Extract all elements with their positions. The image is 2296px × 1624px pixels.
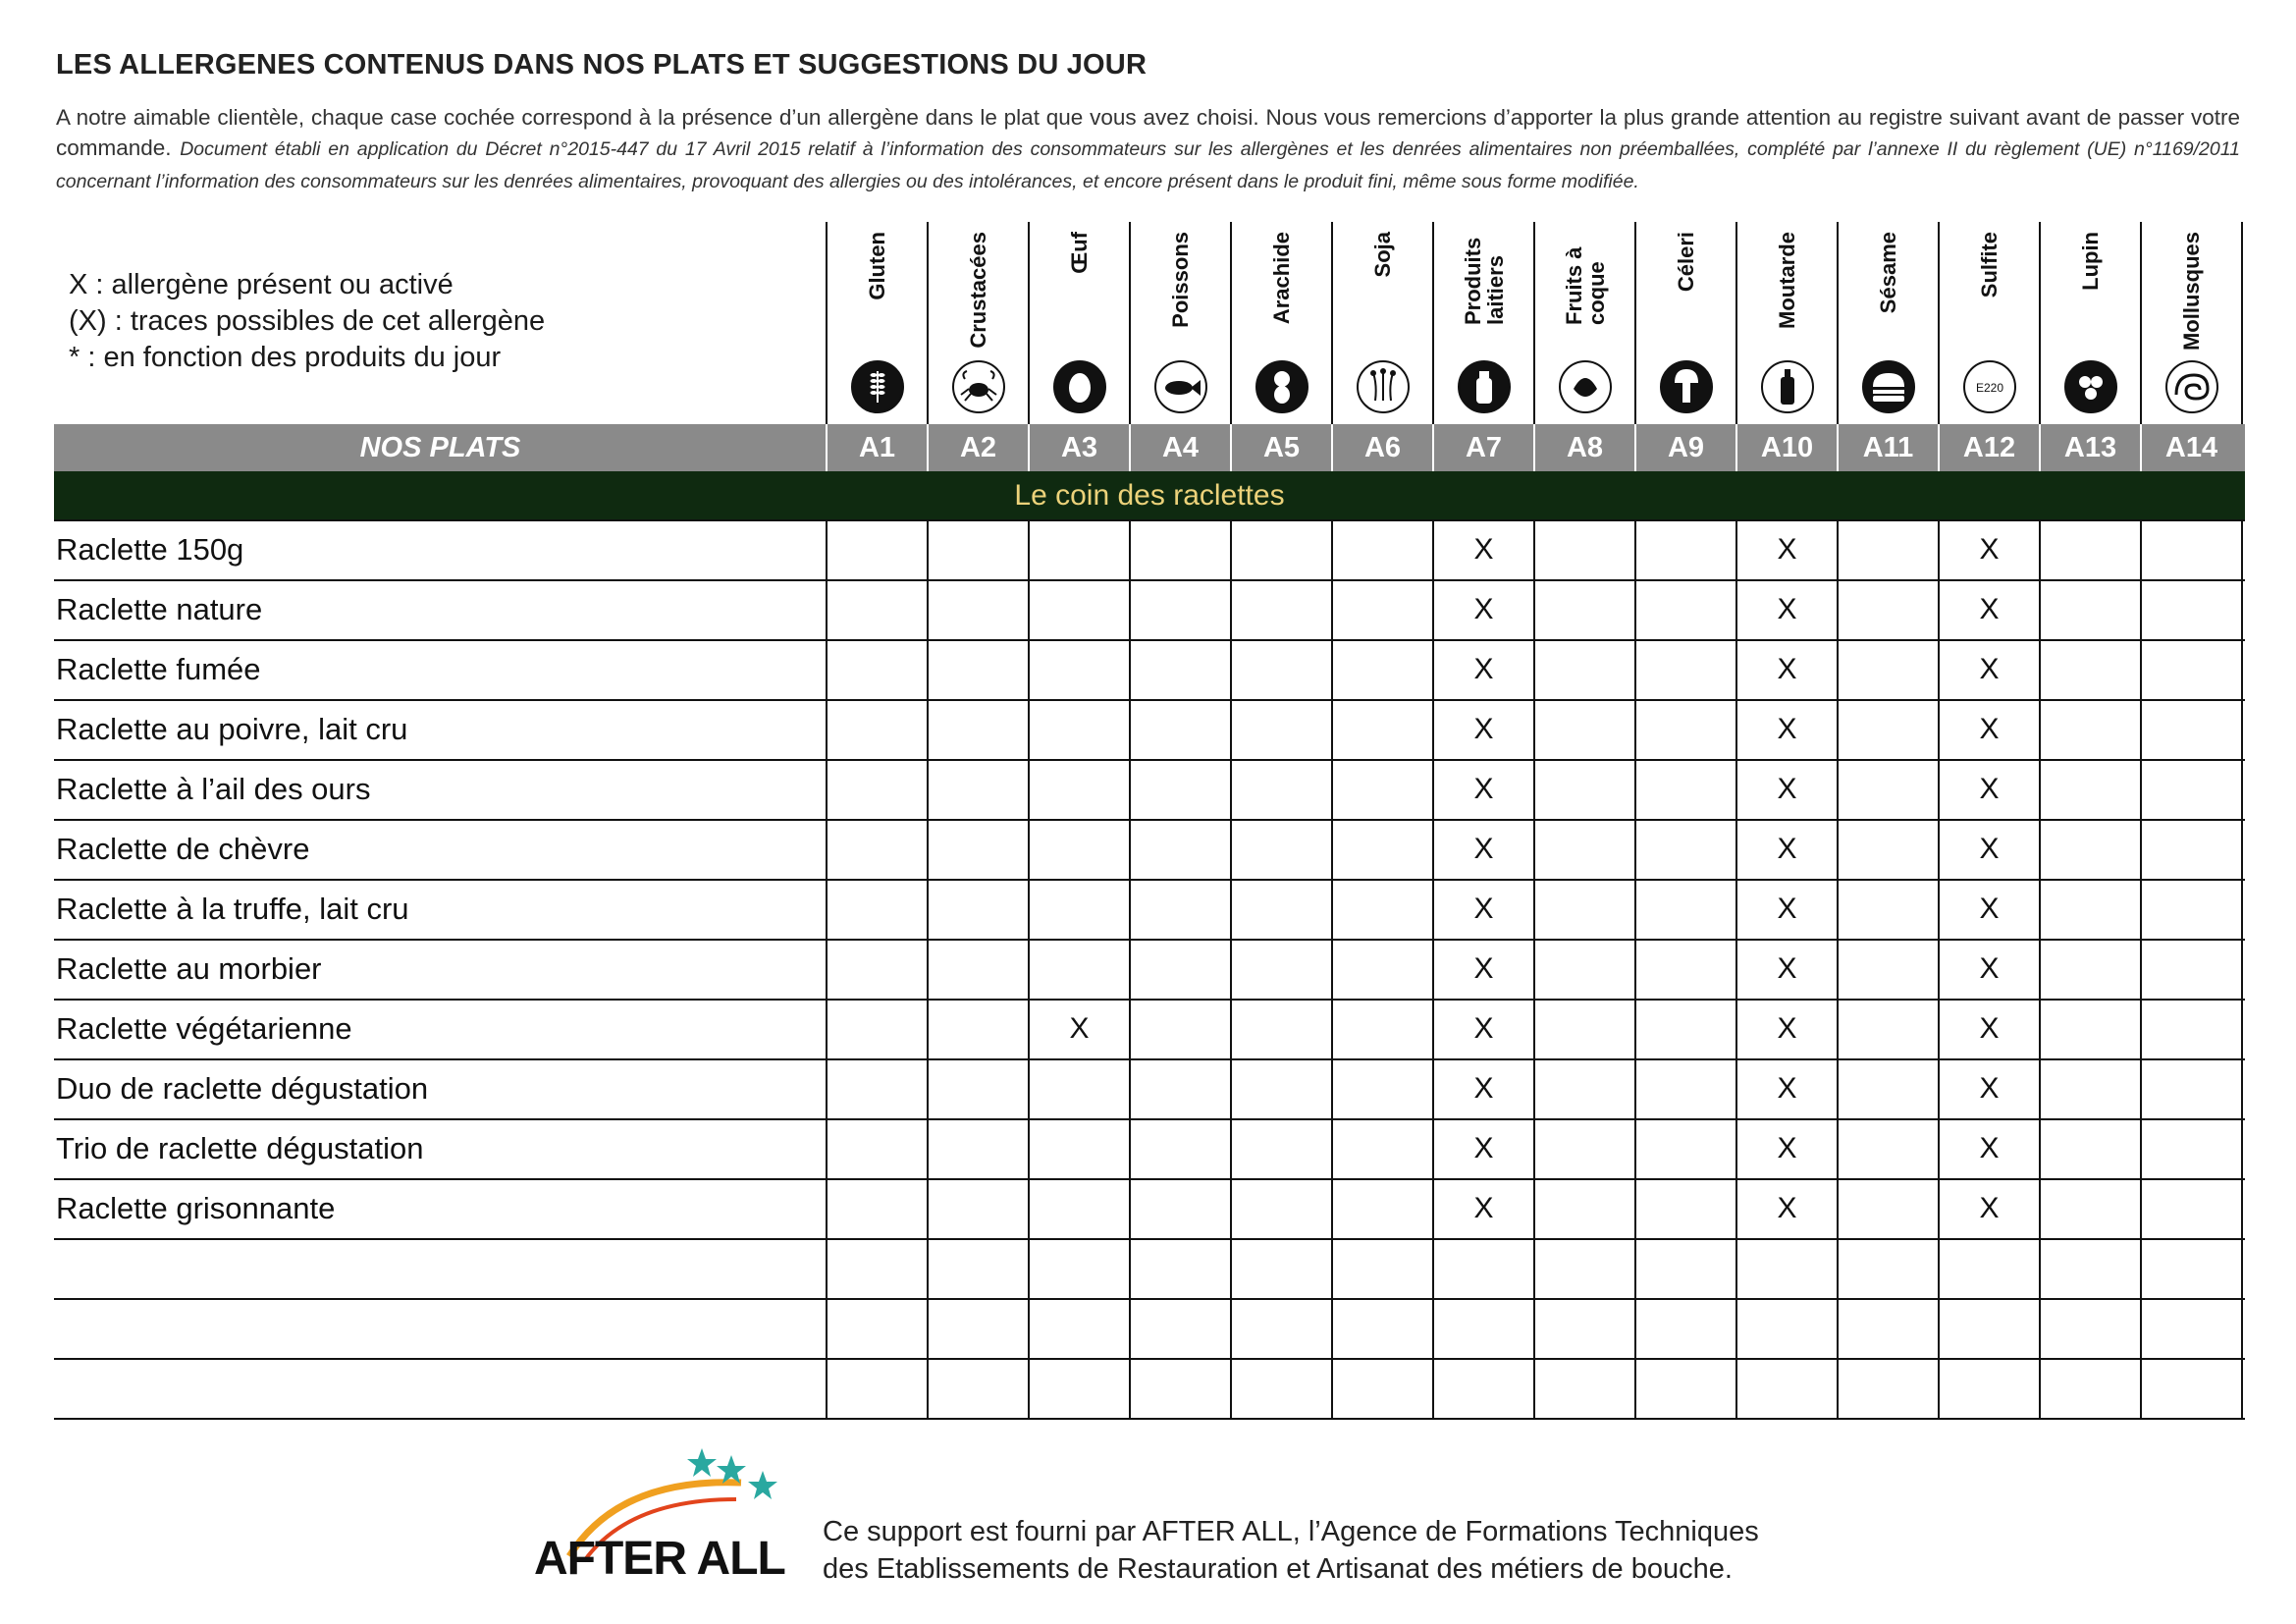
footer-text	[823, 1513, 1759, 1588]
dish-name: Duo de raclette dégustation	[56, 1071, 429, 1106]
wheat-icon	[850, 359, 905, 414]
allergen-column-a14	[2141, 222, 2242, 423]
allergen-label-box	[1130, 222, 1231, 369]
section-header: Le coin des raclettes	[54, 471, 2245, 520]
allergen-code: A12	[1962, 432, 2016, 463]
allergen-name: Sulfite	[1976, 232, 2002, 298]
crab-icon	[951, 359, 1006, 414]
allergen-code: A8	[1566, 432, 1604, 463]
allergen-mark: X	[1777, 653, 1797, 685]
allergen-label-box	[1736, 222, 1838, 369]
row-line	[54, 819, 2245, 821]
dish-name: Raclette de chèvre	[56, 832, 310, 866]
allergen-mark: X	[1777, 1192, 1797, 1224]
allergen-label-box	[2040, 222, 2141, 369]
row-line	[54, 639, 2245, 641]
allergen-mark: X	[1069, 1012, 1090, 1045]
allergen-mark: X	[1473, 653, 1494, 685]
allergen-mark: X	[1979, 593, 2000, 625]
allergen-name: Arachide	[1268, 232, 1294, 325]
allergen-code: A2	[959, 432, 997, 463]
row-line	[54, 519, 2245, 521]
dish-name: Raclette 150g	[56, 532, 244, 567]
allergen-mark: X	[1777, 533, 1797, 566]
allergen-mark: X	[1777, 773, 1797, 805]
intro-text: A notre aimable clientèle, chaque case cochée correspond à la présence d’un allergène dans le plat que vous avez choisi. Nous vous remercions d’apporter la plus grande attention au registre suivant avant de passer votre commande.	[56, 105, 2240, 160]
allergen-column-a11	[1838, 222, 1939, 423]
allergen-name: Produits laitiers	[1460, 237, 1508, 325]
allergen-name: Lupin	[2077, 232, 2103, 291]
row-line	[54, 579, 2245, 581]
allergen-name: Sésame	[1875, 232, 1900, 314]
allergen-mark: X	[1777, 1072, 1797, 1105]
allergen-name: Soja	[1369, 232, 1395, 278]
allergen-name: Crustacées	[965, 232, 990, 349]
allergen-mark: X	[1473, 833, 1494, 865]
allergen-mark: X	[1979, 893, 2000, 925]
allergen-mark: X	[1979, 833, 2000, 865]
page-title: LES ALLERGENES CONTENUS DANS NOS PLATS ET SUGGESTIONS DU JOUR	[56, 49, 1148, 81]
allergen-mark: X	[1777, 713, 1797, 745]
svg-text:E220: E220	[1975, 381, 2004, 395]
allergen-code: A9	[1667, 432, 1705, 463]
allergen-mark: X	[1979, 773, 2000, 805]
allergen-label-box	[1939, 222, 2040, 369]
row-line	[54, 1238, 2245, 1240]
allergen-mark: X	[1473, 773, 1494, 805]
allergen-mark: X	[1473, 952, 1494, 985]
allergen-mark: X	[1473, 593, 1494, 625]
allergen-label-box	[928, 222, 1029, 369]
allergen-mark: X	[1777, 1012, 1797, 1045]
allergen-code: A10	[1760, 432, 1814, 463]
footer-line-2: des Etablissements de Restauration et Artisanat des métiers de bouche.	[823, 1553, 1733, 1585]
fish-icon	[1153, 359, 1208, 414]
footer-line-1: Ce support est fourni par AFTER ALL, l’Agence de Formations Techniques	[823, 1516, 1759, 1547]
shell-icon	[2164, 359, 2219, 414]
after-all-logo	[530, 1438, 795, 1591]
allergen-column-a7	[1433, 222, 1534, 423]
row-line	[54, 1358, 2245, 1360]
allergen-label-box	[1433, 222, 1534, 369]
allergen-mark: X	[1777, 593, 1797, 625]
dish-name: Raclette grisonnante	[56, 1191, 336, 1225]
allergen-column-a10	[1736, 222, 1838, 423]
allergen-column-a2	[928, 222, 1029, 423]
column-line	[1634, 222, 1636, 1420]
allergen-label-box	[2141, 222, 2242, 369]
row-line	[54, 999, 2245, 1001]
allergen-mark: X	[1979, 1072, 2000, 1105]
allergen-code: A4	[1161, 432, 1200, 463]
allergen-label-box	[1635, 222, 1736, 369]
allergen-mark: X	[1777, 833, 1797, 865]
allergen-column-a9	[1635, 222, 1736, 423]
column-line	[1028, 222, 1030, 1420]
legend-item-traces: (X) : traces possibles de cet allergène	[69, 305, 546, 337]
allergen-column-a5	[1231, 222, 1332, 423]
column-line	[1129, 222, 1131, 1420]
allergen-mark: X	[1777, 952, 1797, 985]
column-line	[826, 222, 828, 1420]
allergen-column-a8	[1534, 222, 1635, 423]
allergen-column-a3	[1029, 222, 1130, 423]
legend	[69, 267, 545, 376]
allergen-mark: X	[1979, 713, 2000, 745]
allergen-mark: X	[1777, 893, 1797, 925]
allergen-code: A5	[1262, 432, 1301, 463]
allergen-code: A14	[2164, 432, 2218, 463]
soy-icon	[1356, 359, 1411, 414]
allergen-name: Céleri	[1673, 232, 1698, 293]
allergen-mark: X	[1979, 1012, 2000, 1045]
allergen-mark: X	[1473, 1072, 1494, 1105]
allergen-mark: X	[1979, 1192, 2000, 1224]
lupin-icon	[2063, 359, 2118, 414]
allergen-mark: X	[1473, 1012, 1494, 1045]
legal-note: Document établi en application du Décret n°2015-447 du 17 Avril 2015 relatif à l’information des consommateurs sur les allergènes et les denrées alimentaires non préemballées, complété par l’annexe II du règlement (UE) n°1169/2011 concernant l’information des consommateurs sur les denrées alimentaires, provoquant des allergies ou des intolérances, et encore présent dans le produit fini, même sous forme modifiée.	[56, 138, 2240, 192]
allergen-mark: X	[1777, 1132, 1797, 1164]
intro-paragraph	[56, 102, 2240, 197]
allergen-column-a6	[1332, 222, 1433, 423]
allergen-mark: X	[1473, 533, 1494, 566]
sesame-bun-icon	[1861, 359, 1916, 414]
dish-name: Raclette au poivre, lait cru	[56, 712, 408, 746]
row-line	[54, 939, 2245, 941]
allergen-mark: X	[1473, 713, 1494, 745]
allergen-code: A11	[1862, 432, 1914, 463]
dish-name: Raclette à l’ail des ours	[56, 772, 371, 806]
allergen-mark: X	[1979, 1132, 2000, 1164]
row-line	[54, 759, 2245, 761]
egg-icon	[1052, 359, 1107, 414]
nut-icon	[1558, 359, 1613, 414]
allergen-name: Fruits à coque	[1561, 246, 1609, 325]
legend-item-daily: * : en fonction des produits du jour	[69, 342, 502, 373]
celery-icon	[1659, 359, 1714, 414]
legend-item-present: X : allergène présent ou activé	[69, 269, 454, 300]
allergen-label-box	[1534, 222, 1635, 369]
allergen-column-a4	[1130, 222, 1231, 423]
dish-name: Raclette à la truffe, lait cru	[56, 892, 409, 926]
logo-wordmark: AFTER ALL	[534, 1533, 785, 1585]
mustard-icon	[1760, 359, 1815, 414]
allergen-name: Œuf	[1066, 232, 1092, 274]
allergen-name: Gluten	[864, 232, 889, 300]
allergen-code: A6	[1363, 432, 1402, 463]
allergen-label-box	[1332, 222, 1433, 369]
sulfite-e220-icon	[1962, 359, 2017, 414]
allergen-code: A3	[1060, 432, 1098, 463]
allergen-mark: X	[1473, 1192, 1494, 1224]
allergen-code: A1	[858, 432, 896, 463]
allergen-column-a12	[1939, 222, 2040, 423]
column-line	[1230, 222, 1232, 1420]
allergen-label-box	[1838, 222, 1939, 369]
allergen-column-a1	[827, 222, 928, 423]
row-line	[54, 1178, 2245, 1180]
dish-name: Trio de raclette dégustation	[56, 1131, 424, 1165]
allergen-code: A13	[2063, 432, 2117, 463]
logo-star	[748, 1471, 777, 1499]
allergen-label-box	[827, 222, 928, 369]
row-line	[54, 1298, 2245, 1300]
dish-name: Raclette nature	[56, 592, 263, 626]
row-line	[54, 1418, 2245, 1420]
allergen-label-box	[1029, 222, 1130, 369]
milk-bottle-icon	[1457, 359, 1512, 414]
allergen-mark: X	[1979, 533, 2000, 566]
plats-header: NOS PLATS	[359, 432, 521, 463]
allergen-name: Poissons	[1167, 232, 1193, 328]
allergen-mark: X	[1473, 1132, 1494, 1164]
allergen-mark: X	[1473, 893, 1494, 925]
column-line	[2241, 222, 2243, 1420]
dish-name: Raclette au morbier	[56, 951, 322, 986]
allergen-column-a13	[2040, 222, 2141, 423]
logo-star	[687, 1448, 717, 1477]
allergen-label-box	[1231, 222, 1332, 369]
allergen-code: A7	[1465, 432, 1503, 463]
column-line	[927, 222, 929, 1420]
allergen-name: Mollusques	[2178, 232, 2204, 352]
dish-name: Raclette végétarienne	[56, 1011, 352, 1046]
column-line	[1331, 222, 1333, 1420]
allergen-mark: X	[1979, 653, 2000, 685]
dish-name: Raclette fumée	[56, 652, 261, 686]
allergen-name: Moutarde	[1774, 232, 1799, 329]
table-header-bar	[54, 424, 2245, 471]
column-line	[2140, 222, 2142, 1420]
peanut-icon	[1255, 359, 1309, 414]
allergen-mark: X	[1979, 952, 2000, 985]
